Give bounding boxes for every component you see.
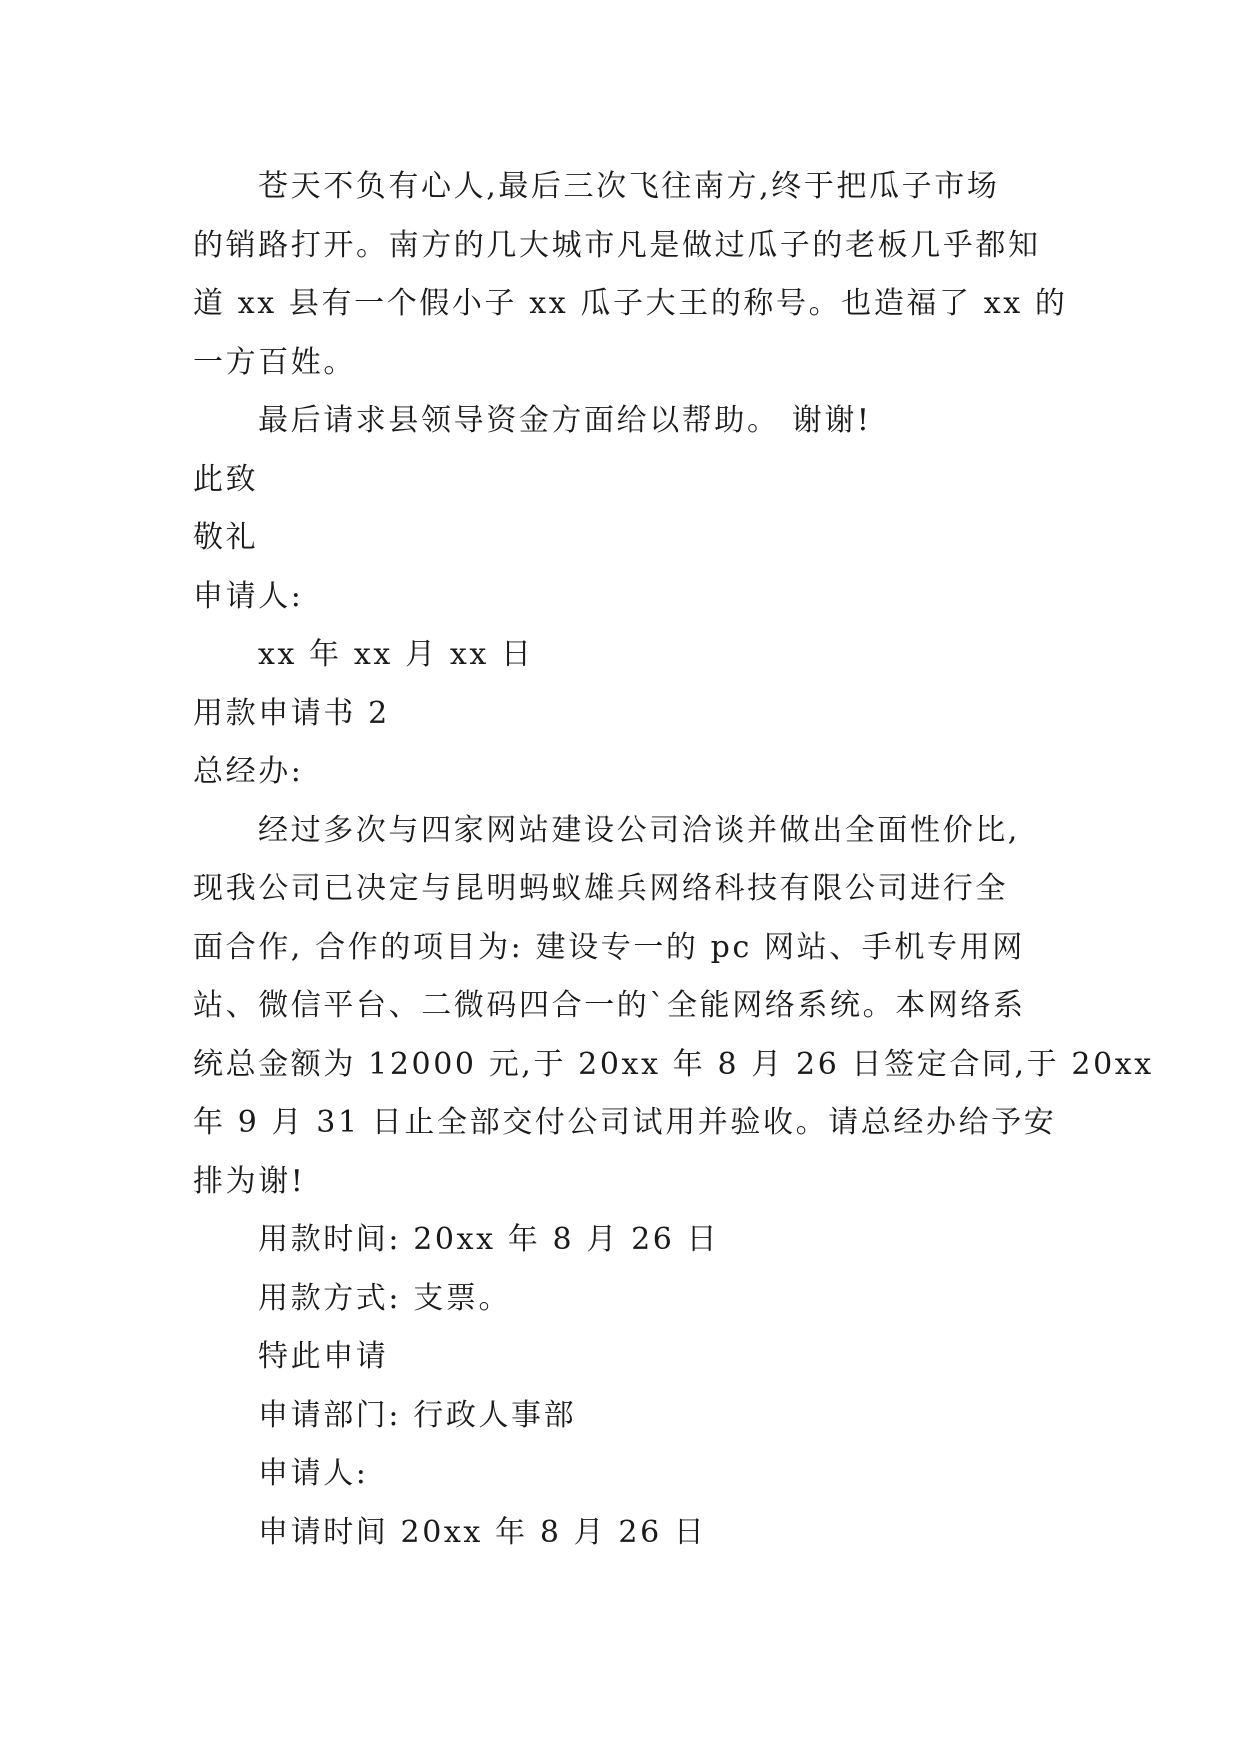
date-line: xx 年 xx 月 xx 日	[258, 637, 534, 672]
paragraph-line: 道 xx 县有一个假小子 xx 瓜子大王的称号。也造福了 xx 的	[193, 286, 1068, 321]
document-page	[193, 158, 1154, 1562]
department-line: 申请部门: 行政人事部	[258, 1397, 577, 1433]
paragraph-line: 排为谢!	[193, 1163, 306, 1199]
paragraph-line: 面合作, 合作的项目为: 建设专一的 pc 网站、手机专用网	[193, 929, 1025, 965]
recipient-line: 总经办:	[193, 754, 304, 789]
special-request: 特此申请	[258, 1339, 389, 1374]
paragraph-line: 统总金额为 12000 元,于 20xx 年 8 月 26 日签定合同,于 20xx	[193, 1046, 1154, 1082]
closing-jingli: 敬礼	[193, 520, 259, 555]
paragraph-line: 的销路打开。南方的几大城市凡是做过瓜子的老板几乎都知	[193, 227, 1041, 263]
paragraph-line: 一方百姓。	[193, 344, 356, 380]
paragraph-line: 苍天不负有心人,最后三次飞往南方,终于把瓜子市场	[258, 169, 1000, 204]
section-heading: 用款申请书 2	[193, 695, 390, 731]
closing-cizhi: 此致	[193, 461, 259, 497]
applicant-label: 申请人:	[258, 1456, 369, 1491]
payment-time: 用款时间: 20xx 年 8 月 26 日	[258, 1222, 720, 1257]
paragraph-line: 现我公司已决定与昆明蚂蚁雄兵网络科技有限公司进行全	[193, 871, 1008, 906]
request-line: 最后请求县领导资金方面给以帮助。 谢谢!	[258, 403, 872, 438]
paragraph-line: 经过多次与四家网站建设公司洽谈并做出全面性价比,	[258, 812, 1020, 848]
payment-method: 用款方式: 支票。	[258, 1280, 512, 1316]
paragraph-line: 站、微信平台、二微码四合一的`全能网络系统。本网络系	[193, 988, 1026, 1023]
paragraph-line: 年 9 月 31 日止全部交付公司试用并验收。请总经办给予安	[193, 1105, 1057, 1140]
apply-time: 申请时间 20xx 年 8 月 26 日	[258, 1514, 707, 1550]
applicant-label: 申请人:	[193, 578, 304, 614]
